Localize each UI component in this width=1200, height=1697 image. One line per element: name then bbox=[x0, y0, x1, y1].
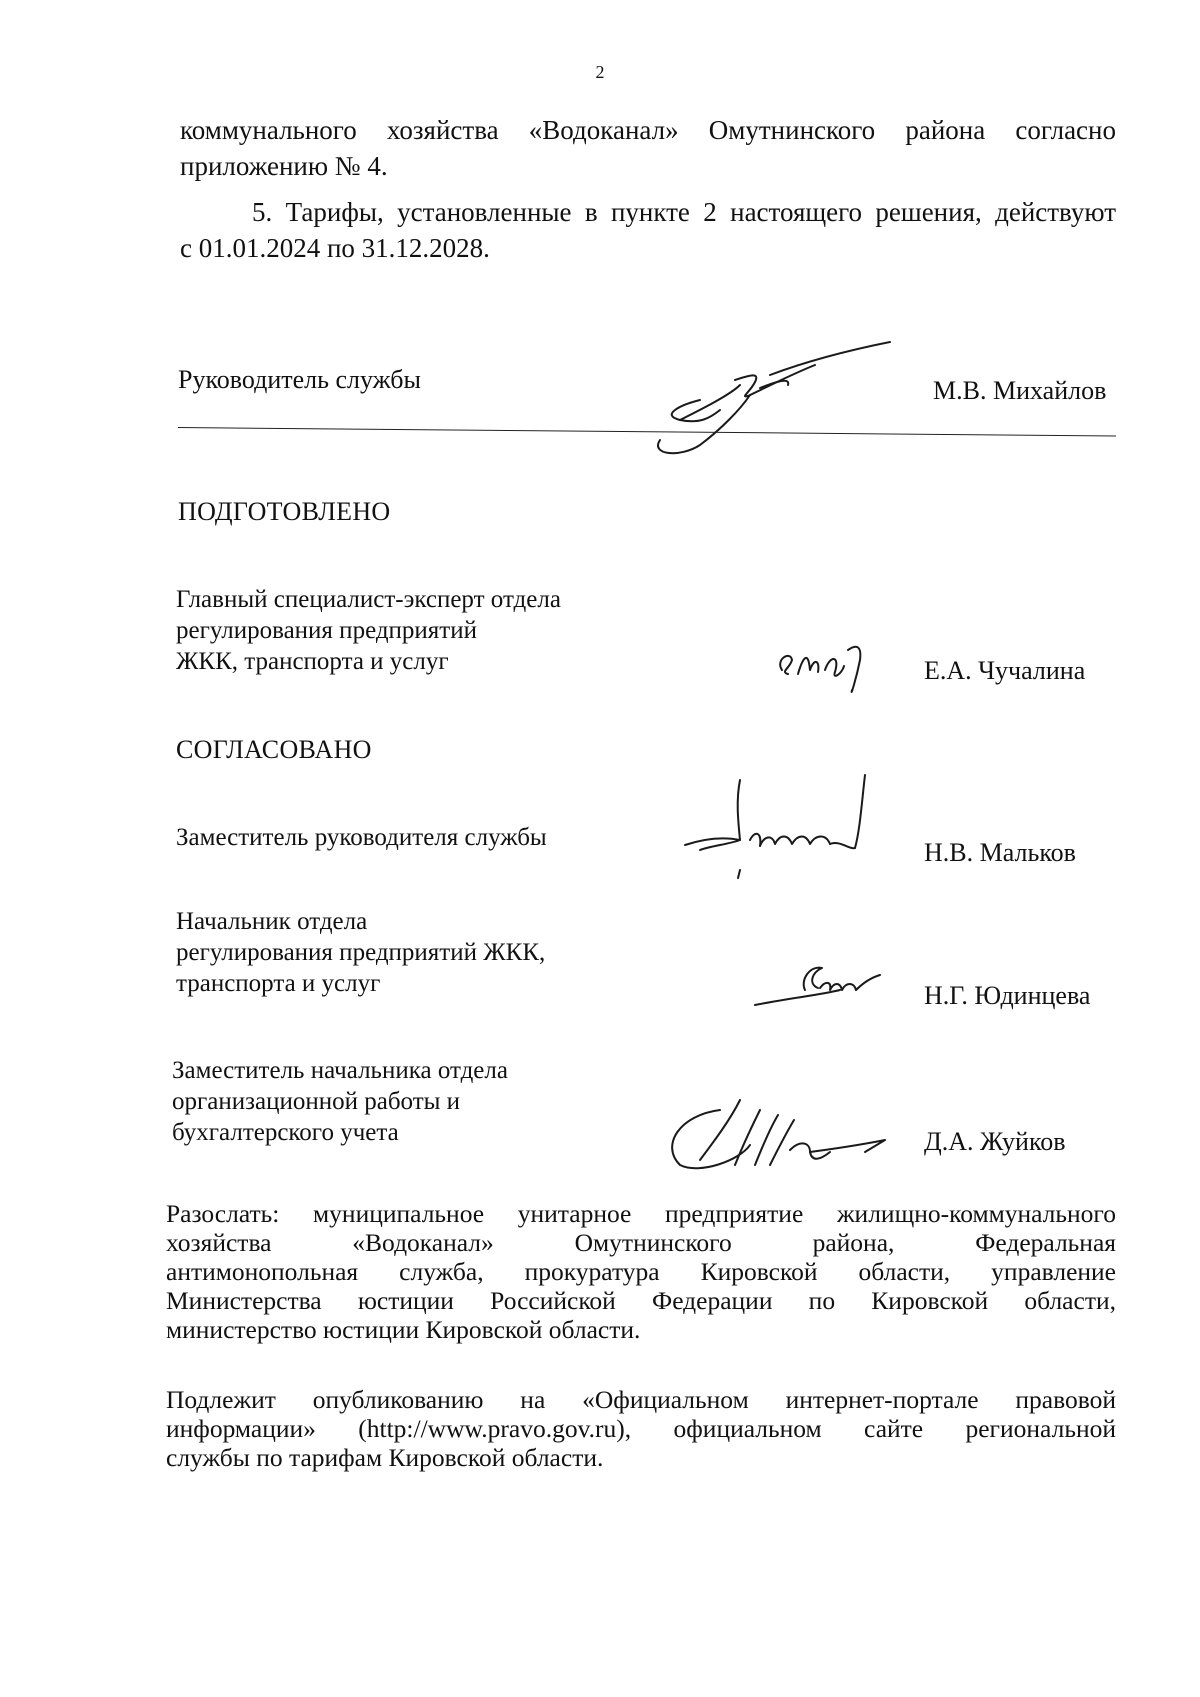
signatory-title: Руководитель службы bbox=[178, 365, 421, 394]
publication-line: информации» (http://www.pravo.gov.ru), официальном сайте региональной bbox=[166, 1414, 1116, 1443]
distribution-line: Министерства юстиции Российской Федерации по Кировской области, bbox=[166, 1286, 1116, 1315]
prepared-name: Е.А. Чучалина bbox=[924, 656, 1086, 685]
signature-chuchalina-icon bbox=[770, 630, 880, 700]
prepared-position bbox=[176, 584, 561, 677]
position-line: регулирования предприятий bbox=[176, 617, 477, 644]
paragraph-item-5 bbox=[180, 194, 1116, 266]
agreed-position-1 bbox=[176, 822, 547, 853]
publication-note bbox=[166, 1385, 1116, 1472]
paragraph-line: приложению № 4. bbox=[180, 151, 388, 181]
position-line: Заместитель руководителя службы bbox=[176, 824, 547, 851]
distribution-line: Разослать: муниципальное унитарное предприятие жилищно-коммунального bbox=[166, 1199, 1116, 1228]
agreed-position-2 bbox=[176, 906, 545, 999]
publication-line: службы по тарифам Кировской области. bbox=[166, 1443, 604, 1472]
distribution-list bbox=[166, 1199, 1116, 1344]
position-line: Заместитель начальника отдела bbox=[172, 1057, 508, 1084]
agreed-name-2: Н.Г. Юдинцева bbox=[924, 981, 1091, 1010]
paragraph-line: коммунального хозяйства «Водоканал» Омутнинского района согласно bbox=[180, 115, 1116, 145]
position-line: организационной работы и bbox=[172, 1088, 461, 1115]
position-line: Главный специалист-эксперт отдела bbox=[176, 586, 561, 613]
position-line: транспорта и услуг bbox=[176, 970, 381, 997]
agreed-name-3: Д.А. Жуйков bbox=[924, 1127, 1066, 1156]
distribution-line: антимонопольная служба, прокуратура Кировской области, управление bbox=[166, 1257, 1116, 1286]
agreed-position-3 bbox=[172, 1055, 508, 1148]
prepared-heading: ПОДГОТОВЛЕНО bbox=[178, 497, 391, 526]
page-number: 2 bbox=[595, 62, 605, 82]
agreed-heading: СОГЛАСОВАНО bbox=[176, 735, 372, 764]
distribution-line: хозяйства «Водоканал» Омутнинского района, Федеральная bbox=[166, 1228, 1116, 1257]
agreed-name-1: Н.В. Мальков bbox=[924, 838, 1076, 867]
position-line: ЖКК, транспорта и услуг bbox=[176, 648, 449, 675]
position-line: бухгалтерского учета bbox=[172, 1119, 399, 1146]
position-line: Начальник отдела bbox=[176, 908, 368, 935]
position-line: регулирования предприятий ЖКК, bbox=[176, 939, 546, 966]
signature-zhuykov-icon bbox=[660, 1090, 900, 1180]
paragraph-continuation bbox=[180, 112, 1116, 184]
signature-yudintseva-icon bbox=[750, 960, 890, 1010]
signature-malkov-icon bbox=[680, 770, 910, 900]
paragraph-line: 5. Тарифы, установленные в пункте 2 настоящего решения, действуют bbox=[252, 197, 1116, 227]
paragraph-line: с 01.01.2024 по 31.12.2028. bbox=[180, 233, 490, 263]
publication-line: Подлежит опубликованию на «Официальном интернет-портале правовой bbox=[166, 1385, 1116, 1414]
signatory-name: М.В. Михайлов bbox=[933, 376, 1107, 405]
signature-mikhailov-icon bbox=[640, 340, 900, 460]
distribution-line: министерство юстиции Кировской области. bbox=[166, 1315, 641, 1344]
